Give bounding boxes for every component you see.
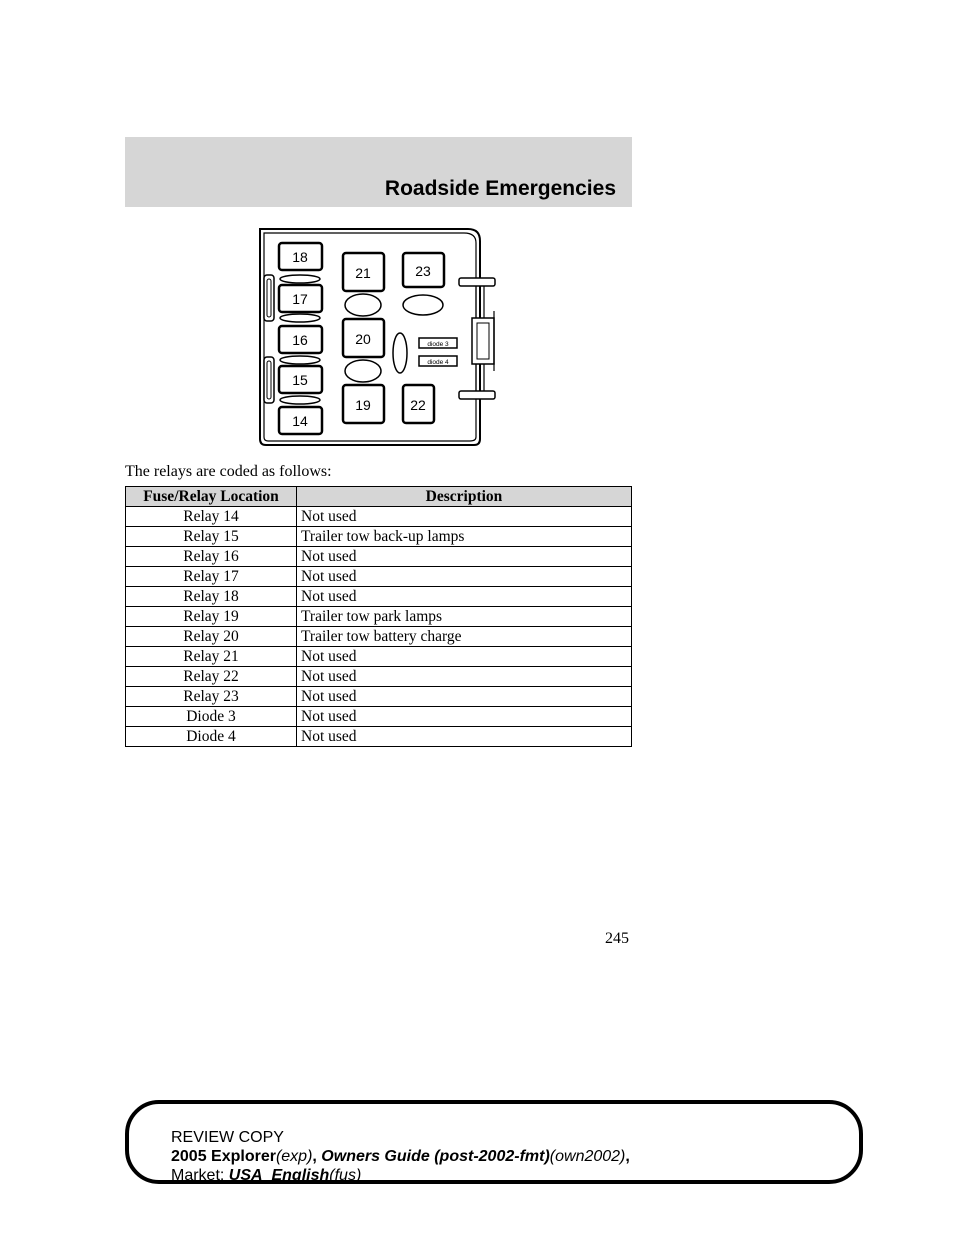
description-cell: Not used [297, 727, 632, 747]
svg-text:14: 14 [292, 413, 308, 429]
description-cell: Not used [297, 707, 632, 727]
table-row [126, 707, 632, 727]
table-header-row [126, 487, 632, 507]
footer-guide-code: (own2002) [549, 1148, 626, 1165]
review-footer [125, 1100, 863, 1184]
table-row [126, 607, 632, 627]
footer-model-line: 2005 Explorer(exp), Owners Guide (post-2002-fmt)(own2002), [171, 1148, 630, 1165]
svg-text:diode 4: diode 4 [427, 359, 449, 366]
description-cell: Not used [297, 507, 632, 527]
footer-market-line [171, 1166, 630, 1185]
fuse-slot [280, 275, 320, 283]
fuse-slot [345, 360, 381, 382]
svg-text:diode 3: diode 3 [427, 341, 449, 348]
column-header-location: Fuse/Relay Location [126, 487, 297, 507]
table-row [126, 587, 632, 607]
description-cell: Not used [297, 567, 632, 587]
svg-text:21: 21 [355, 265, 371, 281]
location-cell: Relay 21 [126, 647, 297, 667]
fuse-slot [345, 294, 381, 316]
footer-market-code: (fus) [329, 1167, 362, 1184]
relay-box-diagram [250, 223, 530, 453]
fuse-slot [393, 333, 407, 373]
relay-23 [403, 253, 444, 287]
description-cell: Trailer tow battery charge [297, 627, 632, 647]
svg-text:16: 16 [292, 332, 308, 348]
description-cell: Not used [297, 547, 632, 567]
footer-guide: Owners Guide (post-2002-fmt) [321, 1148, 550, 1165]
footer-model: 2005 Explorer [171, 1148, 276, 1165]
location-cell: Relay 17 [126, 567, 297, 587]
diode-3-label [419, 338, 457, 348]
description-cell: Not used [297, 667, 632, 687]
table-row [126, 667, 632, 687]
relay-17 [279, 285, 322, 312]
description-cell: Not used [297, 587, 632, 607]
relay-table [125, 486, 632, 747]
fuse-slot [280, 356, 320, 364]
relay-20 [343, 319, 384, 357]
svg-text:23: 23 [415, 263, 431, 279]
location-cell: Diode 4 [126, 727, 297, 747]
description-cell: Trailer tow back-up lamps [297, 527, 632, 547]
svg-text:17: 17 [292, 291, 308, 307]
footer-market-label: Market: [171, 1167, 225, 1184]
location-cell: Relay 18 [126, 587, 297, 607]
relay-21 [343, 253, 384, 291]
location-cell: Relay 19 [126, 607, 297, 627]
table-row [126, 687, 632, 707]
footer-market: USA_English [228, 1167, 330, 1184]
location-cell: Relay 22 [126, 667, 297, 687]
table-row [126, 647, 632, 667]
table-row [126, 567, 632, 587]
svg-text:19: 19 [355, 397, 371, 413]
location-cell: Relay 23 [126, 687, 297, 707]
footer-text [171, 1128, 630, 1185]
footer-review-copy: REVIEW COPY [171, 1129, 284, 1146]
location-cell: Diode 3 [126, 707, 297, 727]
svg-text:15: 15 [292, 372, 308, 388]
relay-22 [403, 385, 434, 423]
footer-model-code: (exp) [275, 1148, 313, 1165]
relay-16 [279, 326, 322, 353]
relay-15 [279, 366, 322, 393]
svg-text:20: 20 [355, 331, 371, 347]
page-number: 245 [605, 930, 629, 947]
location-cell: Relay 15 [126, 527, 297, 547]
description-cell: Not used [297, 687, 632, 707]
section-header [125, 137, 632, 207]
relay-19 [343, 385, 384, 423]
table-row [126, 507, 632, 527]
location-cell: Relay 14 [126, 507, 297, 527]
table-row [126, 527, 632, 547]
svg-text:22: 22 [410, 397, 426, 413]
fuse-slot [280, 314, 320, 322]
location-cell: Relay 16 [126, 547, 297, 567]
column-header-description: Description [297, 487, 632, 507]
svg-text:18: 18 [292, 249, 308, 265]
table-row [126, 547, 632, 567]
diode-4-label [419, 356, 457, 366]
relay-14 [279, 407, 322, 434]
table-row [126, 627, 632, 647]
fuse-slot [403, 295, 443, 315]
intro-text: The relays are coded as follows: [125, 463, 332, 480]
location-cell: Relay 20 [126, 627, 297, 647]
relay-18 [279, 243, 322, 270]
description-cell: Not used [297, 647, 632, 667]
section-title: Roadside Emergencies [384, 177, 616, 200]
description-cell: Trailer tow park lamps [297, 607, 632, 627]
fuse-slot [280, 396, 320, 404]
table-row [126, 727, 632, 747]
